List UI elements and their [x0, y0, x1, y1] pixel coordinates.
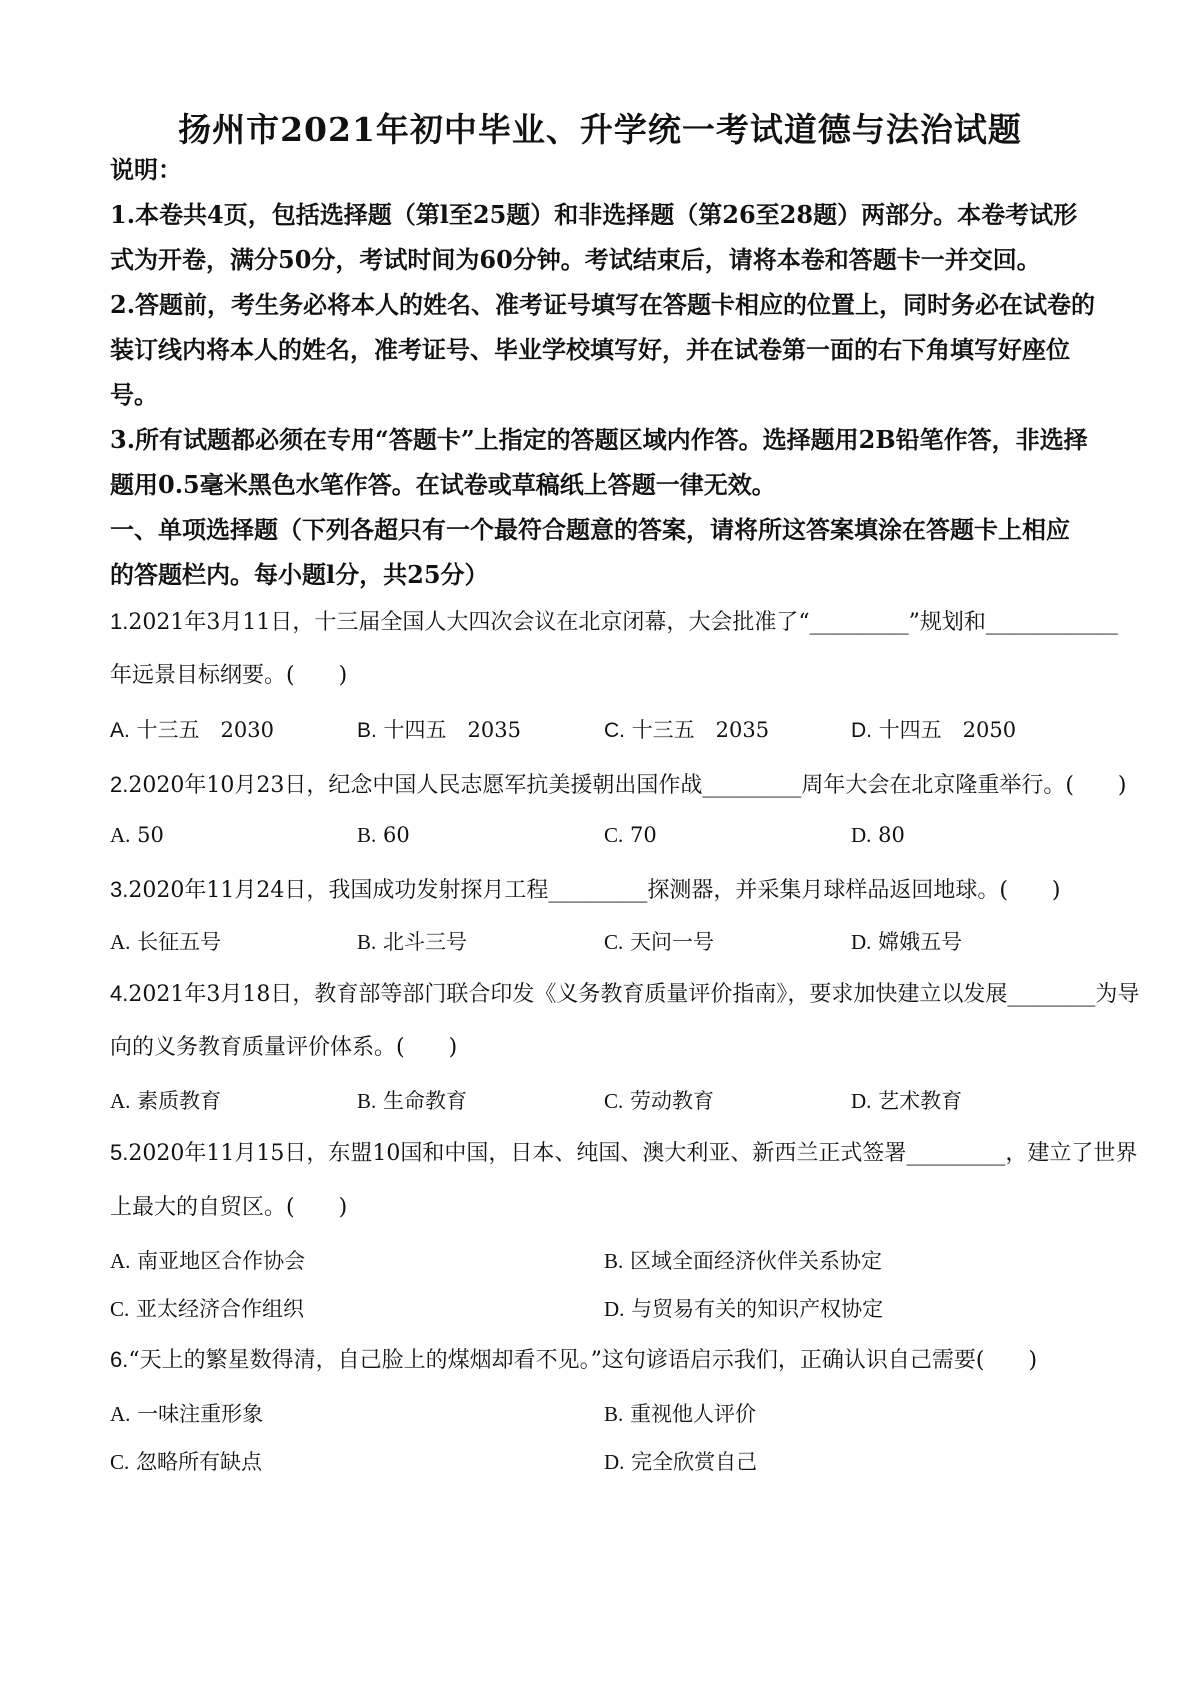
notes-line: 题用0.5毫米黑色水笔作答。在试卷或草稿纸上答题一律无效。 [110, 470, 776, 499]
notes-line: 装订线内将本人的姓名，准考证号、毕业学校填写好，并在试卷第一面的右下角填写好座位 [110, 335, 1070, 364]
option-a: A. 50 [110, 823, 164, 847]
question-number: 3. [110, 877, 129, 902]
option-a: A. 南亚地区合作协会 [110, 1249, 306, 1273]
option-c: C. 亚太经济合作组织 [110, 1297, 304, 1321]
option-b: B. 北斗三号 [357, 930, 467, 954]
option-d: D. 完全欣赏自己 [604, 1450, 758, 1474]
question-4-cont: 向的义务教育质量评价体系。( ) [110, 1035, 458, 1060]
notes-line: 2.答题前，考生务必将本人的姓名、准考证号填写在答题卡相应的位置上，同时务必在试卷的 [110, 290, 1096, 319]
section-heading: 一、单项选择题（下列各超只有一个最符合题意的答案，请将所这答案填涂在答题卡上相应 [110, 515, 1070, 544]
option-b: B. 区域全面经济伙伴关系协定 [604, 1249, 882, 1273]
question-4 [110, 977, 1140, 1008]
notes-line: 1.本卷共4页，包括选择题（第l至25题）和非选择题（第26至28题）两部分。本卷考试形 [110, 200, 1078, 229]
notes-line: 式为开卷，满分50分，考试时间为60分钟。考试结束后，请将本卷和答题卡一并交回。 [110, 245, 1041, 274]
question-1-cont: 年远景目标纲要。( ) [110, 663, 348, 688]
question-2 [110, 768, 1127, 799]
question-1 [110, 605, 1118, 636]
question-text: 2021年3月18日，教育部等部门联合印发《义务教育质量评价指南》，要求加快建立以发展________为导 [128, 982, 1140, 1007]
option-b: B. 60 [357, 823, 410, 847]
option-c: C. 70 [604, 823, 657, 847]
option-a: A. 十三五 2030 [110, 718, 274, 742]
question-number: 5. [110, 1140, 129, 1165]
notes-heading: 说明： [110, 155, 182, 184]
option-c: C. 十三五 2035 [604, 718, 770, 742]
question-text: 2020年10月23日，纪念中国人民志愿军抗美援朝出国作战_________周年大会在北京隆重举行。( ) [128, 773, 1127, 798]
option-c: C. 忽略所有缺点 [110, 1450, 262, 1474]
question-text: “天上的繁星数得清，自己脸上的煤烟却看不见。”这句谚语启示我们，正确认识自己需要( ) [128, 1348, 1038, 1373]
option-d: D. 艺术教育 [851, 1089, 963, 1113]
option-b: B. 生命教育 [357, 1089, 467, 1113]
section-heading-cont: 的答题栏内。每小题l分，共25分） [110, 560, 489, 589]
notes-line: 3.所有试题都必须在专用“答题卡”上指定的答题区域内作答。选择题用2B铅笔作答，非选择 [110, 425, 1088, 454]
question-6 [110, 1343, 1100, 1374]
question-3 [110, 873, 1100, 904]
question-text: 2021年3月11日，十三届全国人大四次会议在北京闭幕，大会批准了“_________”规划和____________ [128, 610, 1118, 635]
option-d: D. 80 [851, 823, 905, 847]
option-c: C. 天问一号 [604, 930, 714, 954]
question-5-cont: 上最大的自贸区。( ) [110, 1195, 348, 1220]
question-number: 2. [110, 772, 129, 797]
notes-line: 号。 [110, 380, 158, 409]
option-b: B. 重视他人评价 [604, 1402, 756, 1426]
option-d: D. 与贸易有关的知识产权协定 [604, 1297, 884, 1321]
exam-title: 扬州市2021年初中毕业、升学统一考试道德与法治试题 [178, 110, 1022, 149]
option-b: B. 十四五 2035 [357, 718, 521, 742]
question-text: 2020年11月15日，东盟10国和中国，日本、纯国、澳大利亚、新西兰正式签署_________，建立了世界 [128, 1141, 1138, 1166]
option-d: D. 嫦娥五号 [851, 930, 963, 954]
option-a: A. 素质教育 [110, 1089, 222, 1113]
option-a: A. 一味注重形象 [110, 1402, 264, 1426]
question-number: 6. [110, 1347, 129, 1372]
option-d: D. 十四五 2050 [851, 718, 1017, 742]
option-c: C. 劳动教育 [604, 1089, 714, 1113]
option-a: A. 长征五号 [110, 930, 222, 954]
question-number: 1. [110, 609, 129, 634]
question-5 [110, 1136, 1138, 1167]
question-text: 2020年11月24日，我国成功发射探月工程_________探测器，并采集月球样品返回地球。( ) [128, 878, 1061, 903]
question-number: 4. [110, 981, 129, 1006]
